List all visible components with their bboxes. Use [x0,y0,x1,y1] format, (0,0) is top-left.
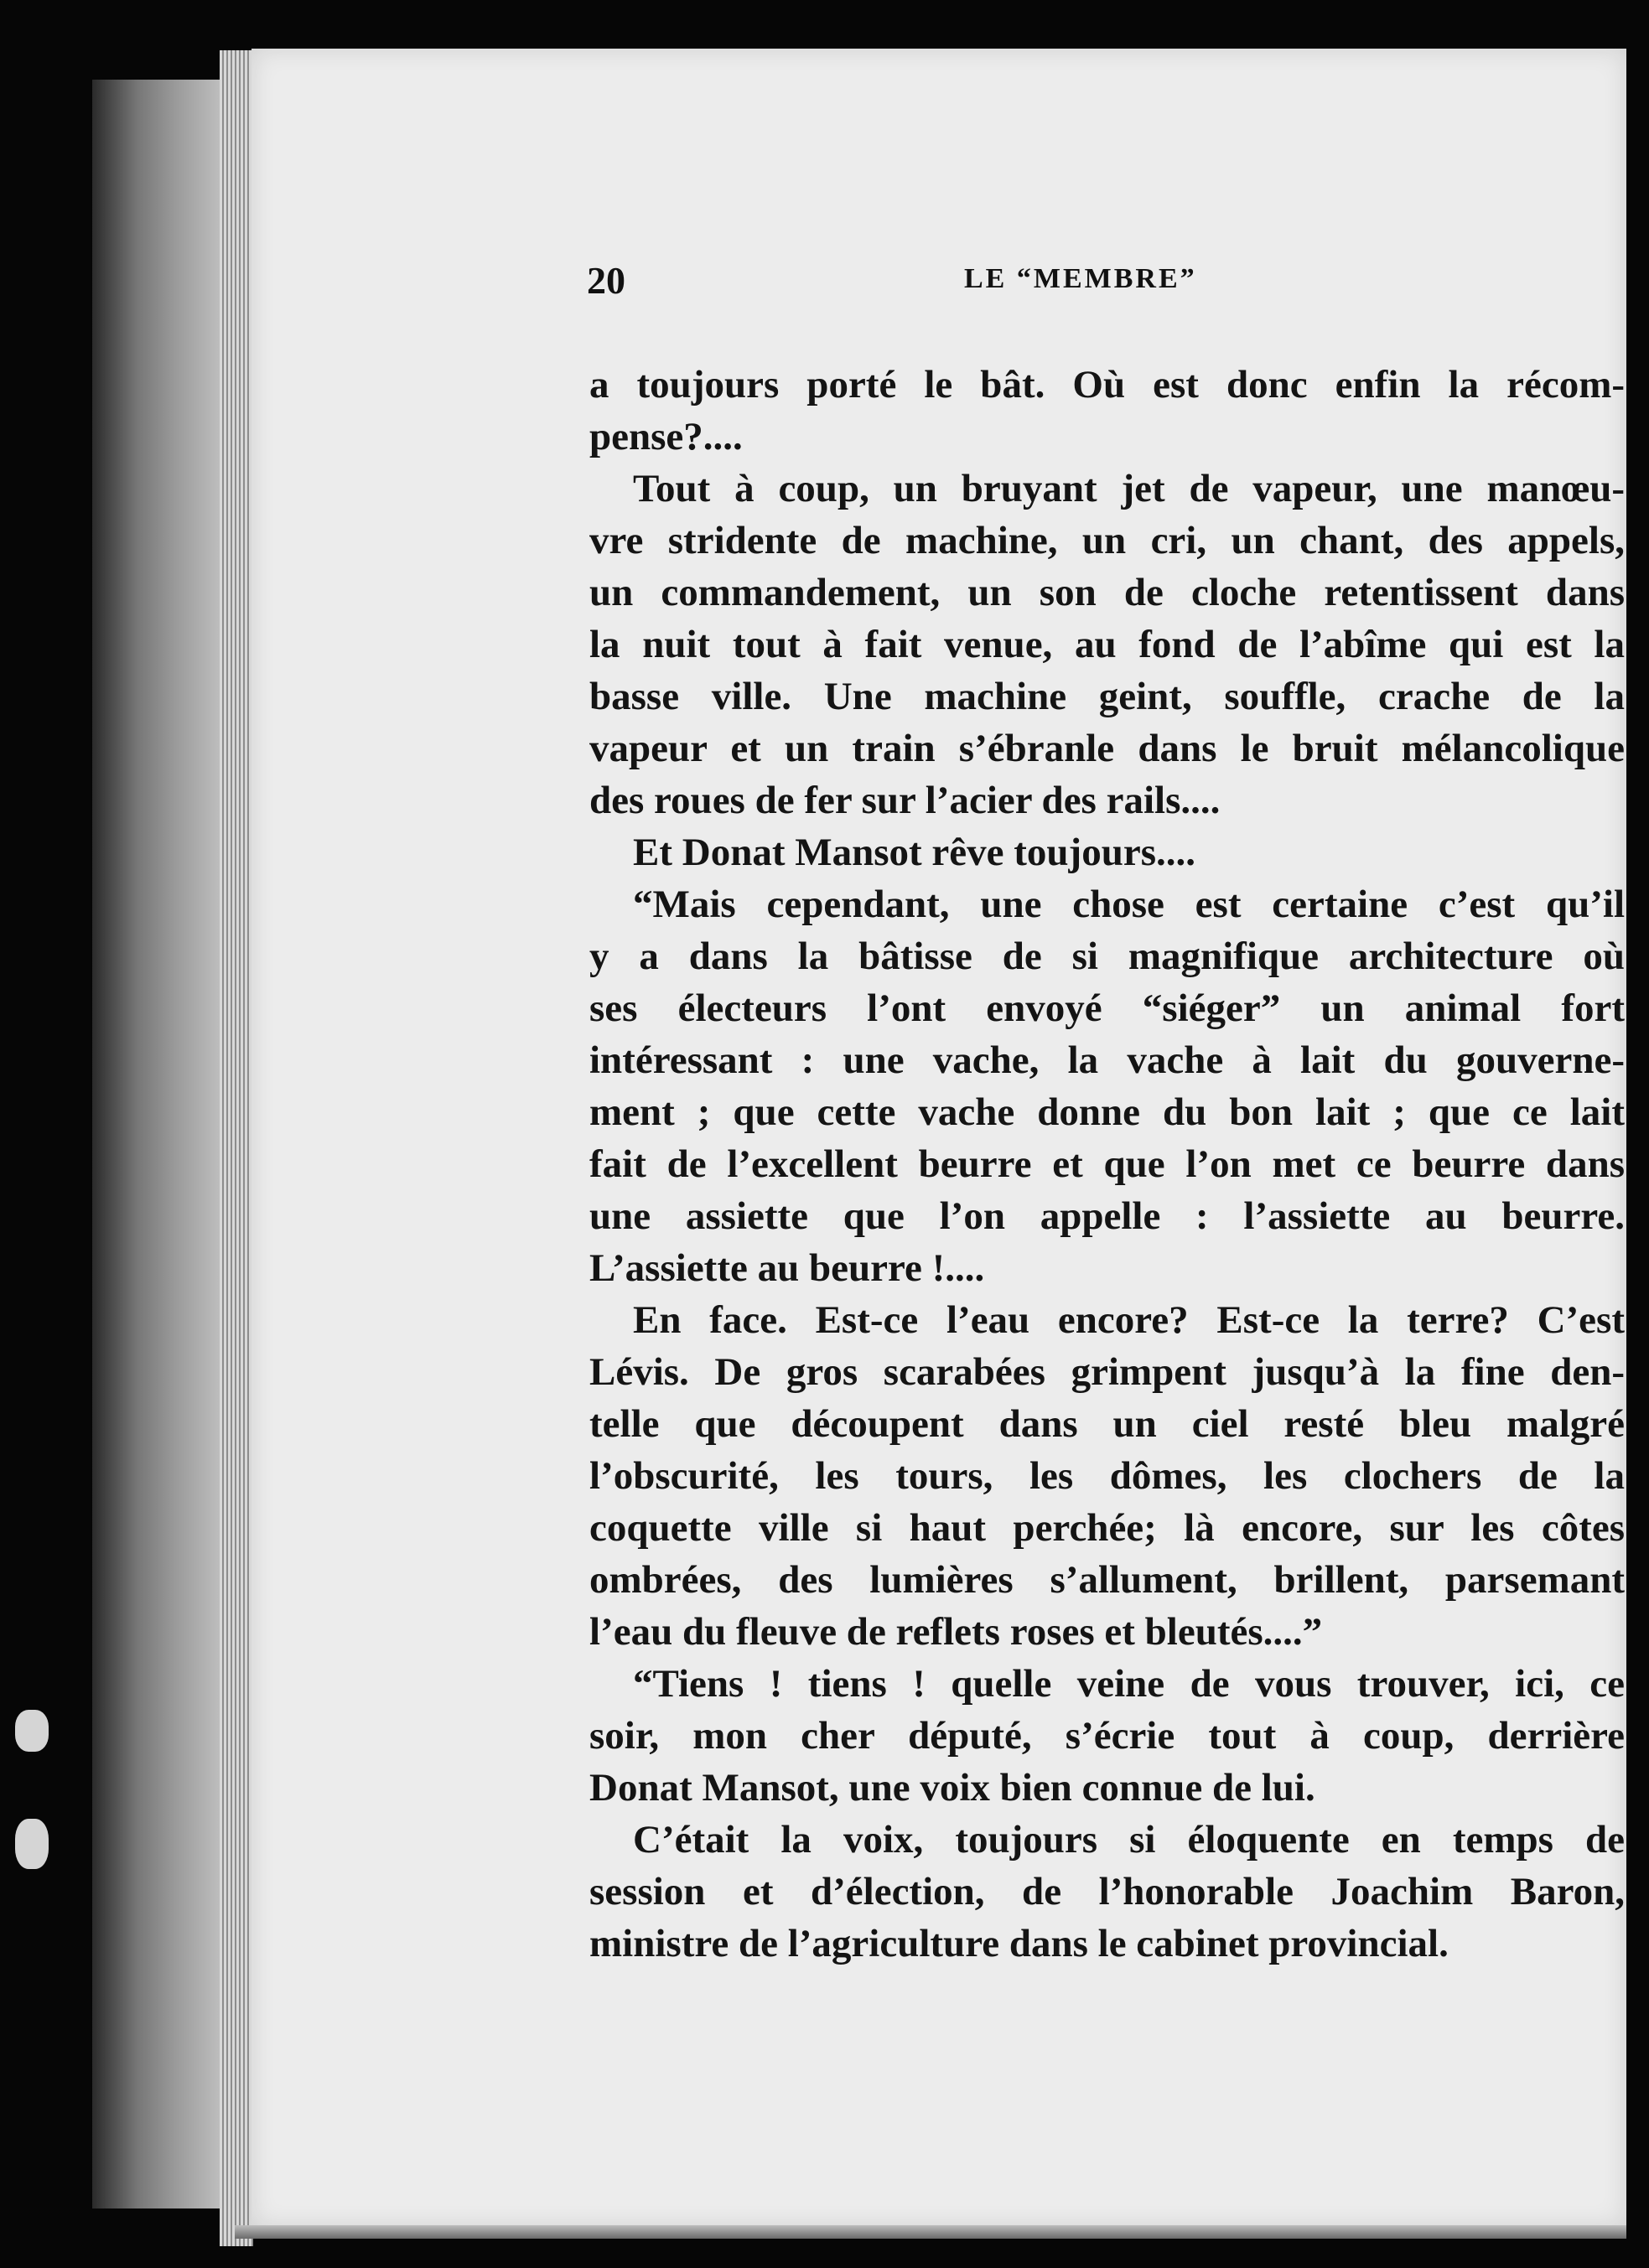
text-line: l’eau du fleuve de reflets roses et bleutés....” [589,1610,1323,1654]
text-line: Tout à coup, un bruyant jet de vapeur, une manœu- [633,467,1625,510]
text-line: “Tiens ! tiens ! quelle veine de vous trouver, ici, ce [633,1662,1625,1706]
text-line: y a dans la bâtisse de si magnifique architecture où [589,935,1625,978]
text-line: la nuit tout à fait venue, au fond de l’abîme qui est la [589,623,1625,666]
scan-artifact [15,1819,49,1869]
body-text [589,359,1625,1970]
text-line: intéressant : une vache, la vache à lait du gouverne- [589,1038,1625,1082]
text-line: coquette ville si haut perchée; là encore, sur les côtes [589,1506,1625,1550]
text-line: l’obscurité, les tours, les dômes, les clochers de la [589,1454,1625,1498]
text-line: ses électeurs l’ont envoyé “siéger” un animal fort [589,986,1625,1030]
page-header [587,258,1626,308]
text-line: ombrées, des lumières s’allument, brillent, parsemant [589,1558,1625,1602]
running-head: LE “MEMBRE” [964,263,1197,294]
text-line: Et Donat Mansot rêve toujours.... [633,831,1195,874]
text-line: un commandement, un son de cloche retentissent dans [589,571,1625,614]
page-number: 20 [587,259,625,302]
text-line: ministre de l’agriculture dans le cabinet provincial. [589,1922,1449,1965]
text-line: telle que découpent dans un ciel resté bleu malgré [589,1402,1625,1446]
text-line: pense?.... [589,415,743,458]
text-line: Lévis. De gros scarabées grimpent jusqu’à la fine den- [589,1350,1625,1394]
text-line: En face. Est-ce l’eau encore? Est-ce la terre? C’est [633,1298,1625,1342]
text-line: vapeur et un train s’ébranle dans le bruit mélancolique [589,727,1625,770]
text-line: une assiette que l’on appelle : l’assiette au beurre. [589,1194,1625,1238]
page-stack-lines [220,50,253,2246]
text-line: soir, mon cher député, s’écrie tout à coup, derrière [589,1714,1625,1758]
text-line: a toujours porté le bât. Où est donc enfin la récom- [589,363,1625,406]
text-line: fait de l’excellent beurre et que l’on met ce beurre dans [589,1142,1625,1186]
text-line: “Mais cependant, une chose est certaine c’est qu’il [633,883,1625,926]
text-line: basse ville. Une machine geint, souffle, crache de la [589,675,1625,718]
page-bottom-edge [235,2225,1626,2239]
text-line: L’assiette au beurre !.... [589,1246,985,1290]
text-line: C’était la voix, toujours si éloquente en temps de [633,1818,1625,1862]
text-line: Donat Mansot, une voix bien connue de lui. [589,1766,1315,1810]
text-line: vre stridente de machine, un cri, un chant, des appels, [589,519,1625,562]
text-line: des roues de fer sur l’acier des rails.... [589,779,1221,822]
text-line: session et d’élection, de l’honorable Joachim Baron, [589,1870,1625,1913]
text-line: ment ; que cette vache donne du bon lait ; que ce lait [589,1090,1625,1134]
scan-artifact [15,1710,49,1752]
